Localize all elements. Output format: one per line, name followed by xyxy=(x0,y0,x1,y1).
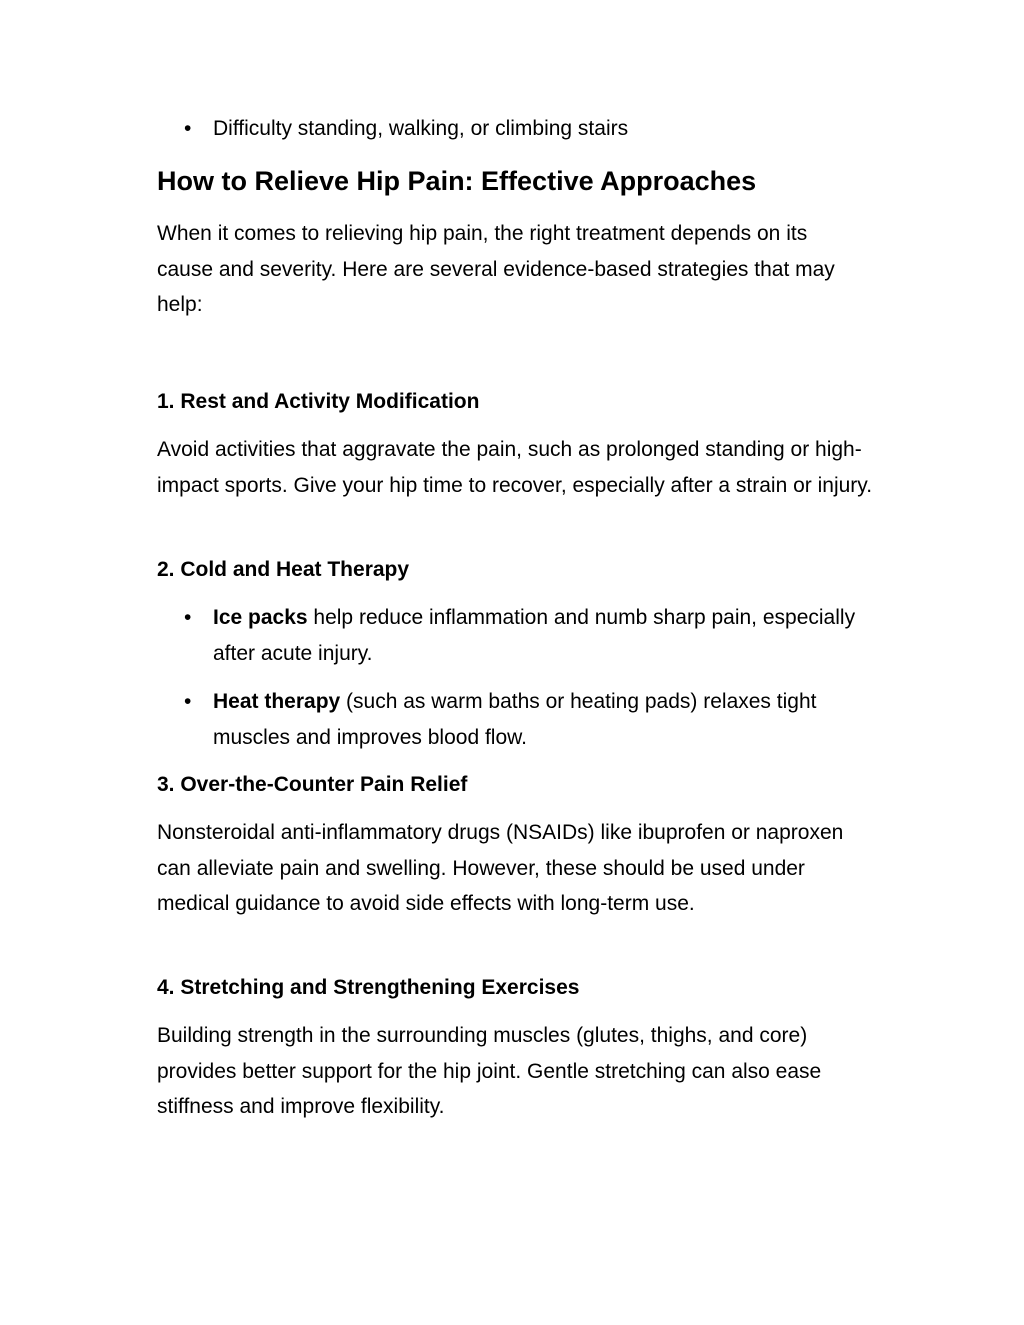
section-heading: How to Relieve Hip Pain: Effective Approaches xyxy=(157,166,757,196)
paragraph-rest: Avoid activities that aggravate the pain, such as prolonged standing or high-impact sports. Give your hip time to recover, especially after a strain or injury. xyxy=(157,438,873,497)
list-item-heat-therapy xyxy=(213,684,877,755)
intro-bullet-item: Difficulty standing, walking, or climbing stairs xyxy=(213,117,629,140)
list-item-bold-term: Heat therapy xyxy=(213,690,341,713)
subsection-heading-rest: 1. Rest and Activity Modification xyxy=(157,390,480,413)
bullet-marker: • xyxy=(184,690,192,713)
intro-paragraph: When it comes to relieving hip pain, the right treatment depends on its cause and severity. Here are several evidence-based strategies that may help: xyxy=(157,222,835,316)
list-item-ice-packs xyxy=(213,600,877,671)
subsection-heading-exercises: 4. Stretching and Strengthening Exercises xyxy=(157,976,580,999)
subsection-heading-cold-heat: 2. Cold and Heat Therapy xyxy=(157,558,410,581)
list-item-text: (such as warm baths or heating pads) relaxes tight muscles and improves blood flow. xyxy=(213,690,817,749)
bullet-marker: • xyxy=(184,606,192,629)
paragraph-exercises: Building strength in the surrounding muscles (glutes, thighs, and core) provides better support for the hip joint. Gentle stretching can also ease stiffness and improve flexibility. xyxy=(157,1024,822,1118)
list-item-text: help reduce inflammation and numb sharp pain, especially after acute injury. xyxy=(213,606,856,665)
bullet-marker: • xyxy=(184,117,192,140)
list-item-bold-term: Ice packs xyxy=(213,606,308,629)
paragraph-otc: Nonsteroidal anti-inflammatory drugs (NSAIDs) like ibuprofen or naproxen can alleviate pain and swelling. However, these should be used under medical guidance to avoid side effects with long-term use. xyxy=(157,821,844,915)
subsection-heading-otc: 3. Over-the-Counter Pain Relief xyxy=(157,773,468,796)
